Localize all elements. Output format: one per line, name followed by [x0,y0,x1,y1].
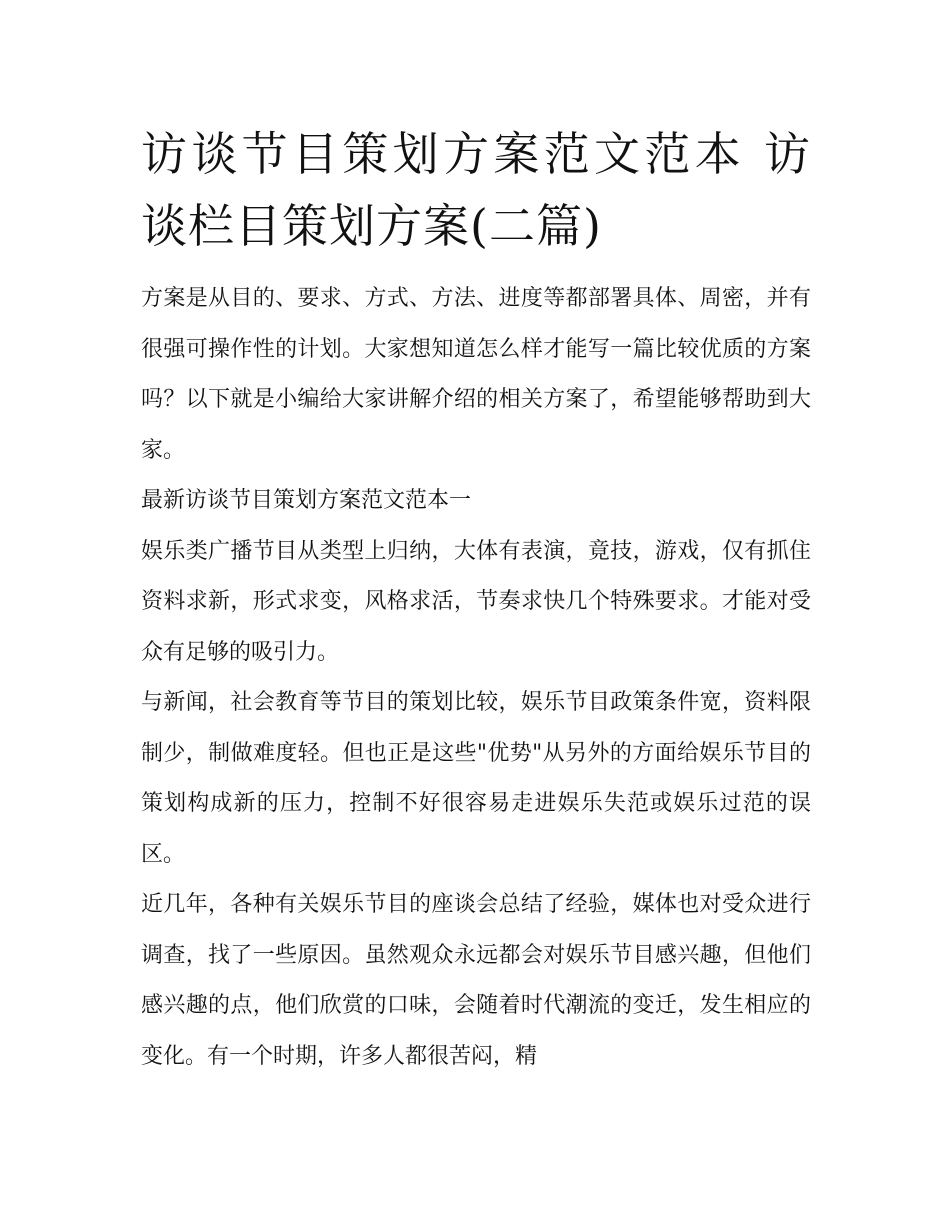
document-body [141,274,811,1082]
section-heading: 最新访谈节目策划方案范文范本一 [141,488,472,513]
document-content [141,118,811,1082]
paragraph: 近几年，各种有关娱乐节目的座谈会总结了经验，媒体也对受众进行调查，找了一些原因。虽然观众永远都会对娱乐节目感兴趣，但他们感兴趣的点，他们欣赏的口味，会随着时代潮流的变迁，发生相应的变化。有一个时期，许多人都很苦闷，精 [141,892,811,1069]
document-title: 访谈节目策划方案范文范本 访谈栏目策划方案(二篇) [141,127,811,253]
paragraph: 与新闻，社会教育等节目的策划比较，娱乐节目政策条件宽，资料限制少，制做难度轻。但也正是这些"优势"从另外的方面给娱乐节目的策划构成新的压力，控制不好很容易走进娱乐失范或娱乐过范的误区。 [141,690,811,867]
paragraph: 娱乐类广播节目从类型上归纳，大体有表演，竟技，游戏，仅有抓住资料求新，形式求变，风格求活，节奏求快几个特殊要求。才能对受众有足够的吸引力。 [141,538,811,665]
paragraph-intro: 方案是从目的、要求、方式、方法、进度等都部署具体、周密，并有很强可操作性的计划。大家想知道怎么样才能写一篇比较优质的方案吗？以下就是小编给大家讲解介绍的相关方案了，希望能够帮助到大家。 [141,286,811,463]
